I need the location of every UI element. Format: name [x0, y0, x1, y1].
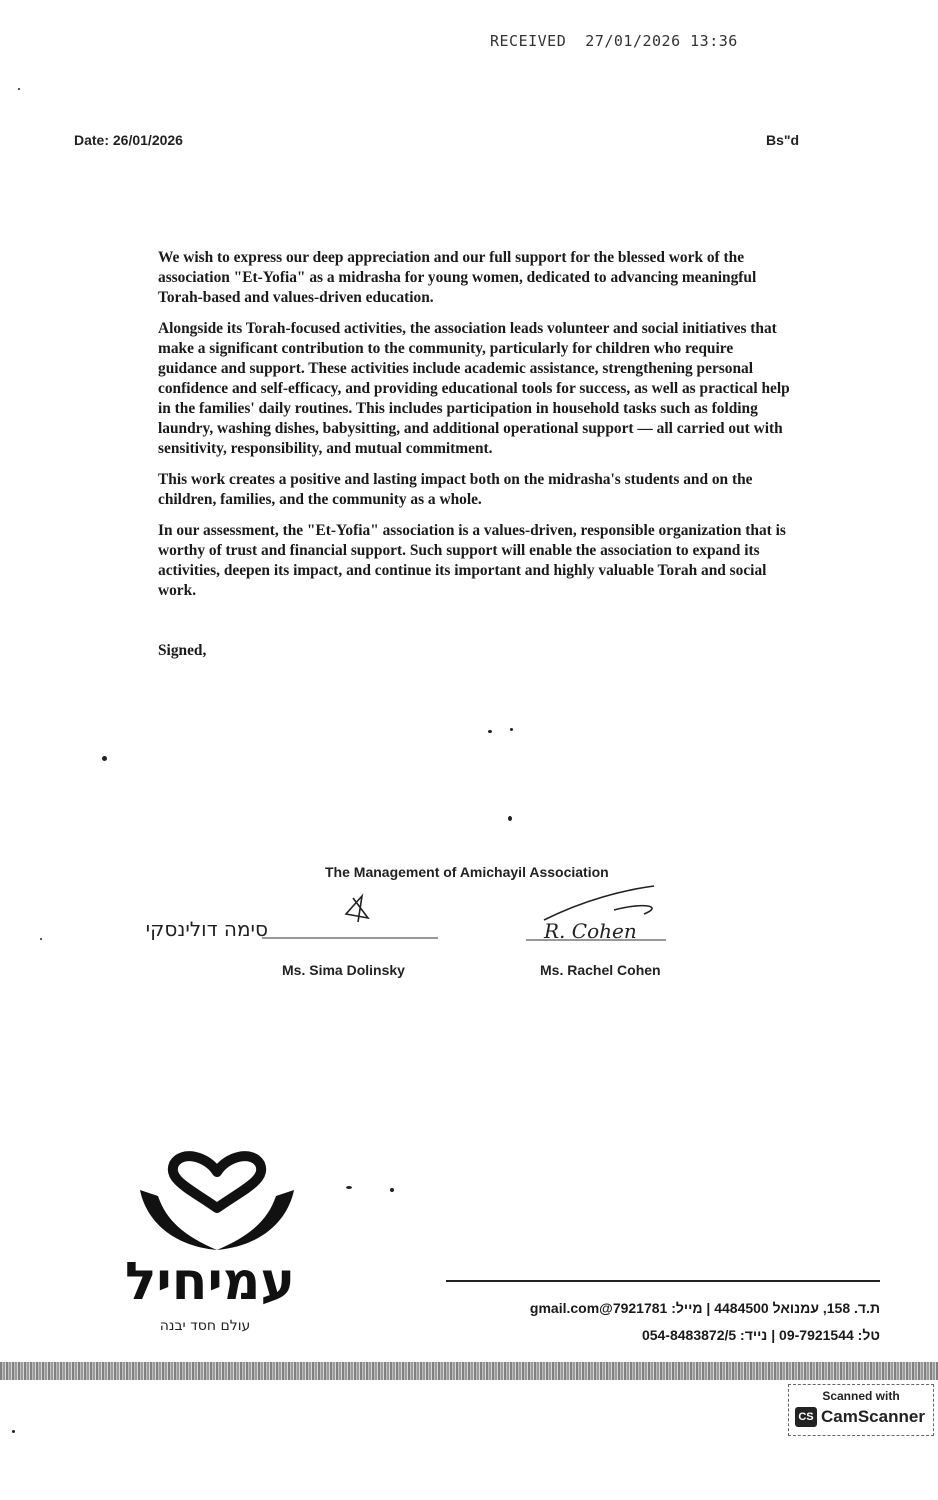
camscanner-watermark [788, 1384, 934, 1436]
scan-speck [510, 728, 513, 731]
paragraph-4: In our assessment, the "Et-Yofia" association is a values-driven, responsible organization that is worthy of trust and financial support. Such support will enable the association to expand its activities, deepen its impact, and continue its important and highly valuable Torah and social work. [158, 522, 786, 599]
scan-speck [12, 1430, 15, 1433]
left-signer-name: Ms. Sima Dolinsky [282, 962, 405, 978]
camscanner-caption: Scanned with [822, 1389, 900, 1403]
paragraph-1: We wish to express our deep appreciation and our full support for the blessed work of the association "Et-Yofia" as a midrasha for young women, dedicated to advancing meaningful Torah-based and values-driven education. [158, 249, 757, 306]
right-signer-name: Ms. Rachel Cohen [540, 962, 661, 978]
paragraph-2: Alongside its Torah-focused activities, the association leads volunteer and social initiatives that make a significant contribution to the community, particularly for children who require guidance and support. These activities include academic assistance, strengthening personal confidence and self-efficacy, and providing educational tools for success, as well as practical help in the families' daily routines. This includes participation in household tasks such as folding laundry, washing dishes, babysitting, and additional operational support — all carried out with sensitivity, responsibility, and mutual commitment. [158, 320, 790, 457]
camscanner-brand [795, 1407, 925, 1427]
logo-tagline: עולם חסד יבנה [159, 1318, 251, 1334]
bsd-mark: Bs"d [766, 132, 800, 148]
footer-divider [446, 1280, 880, 1282]
letter-date: Date: 26/01/2026 [74, 132, 183, 148]
scan-speck [346, 1186, 352, 1189]
scan-speck [390, 1188, 394, 1192]
left-signature [145, 888, 448, 948]
received-stamp: RECEIVED 27/01/2026 13:36 [490, 32, 738, 50]
signoff: Signed, [158, 642, 207, 659]
scan-speck [488, 730, 492, 733]
logo-name: עמיחיל [124, 1252, 296, 1312]
camscanner-brand-text: CamScanner [821, 1407, 925, 1426]
heart-hands-logo-icon [132, 1150, 302, 1260]
management-title: The Management of Amichayil Association [325, 864, 609, 880]
paragraph-3: This work creates a positive and lasting impact both on the midrasha's students and on the children, families, and the community as a whole. [158, 471, 753, 508]
left-signature-text: סימה דולינסקי [145, 917, 268, 941]
scan-speck [102, 756, 107, 761]
right-signature-text: R. Cohen [544, 919, 637, 943]
letter-body [158, 248, 794, 612]
camscanner-logo-icon: CS [795, 1407, 817, 1427]
contact-address-email: ת.ד. 158, עמנואל 4484500 | מייל: 7921781@gmail.com [529, 1300, 880, 1316]
right-signature [524, 880, 674, 946]
scan-speck [40, 938, 42, 940]
scan-noise-strip [0, 1362, 938, 1380]
scan-speck [18, 88, 20, 90]
scan-speck [508, 816, 512, 821]
contact-phones: טל: 09-7921544 | נייד: 054-8483872/5 [641, 1327, 880, 1343]
